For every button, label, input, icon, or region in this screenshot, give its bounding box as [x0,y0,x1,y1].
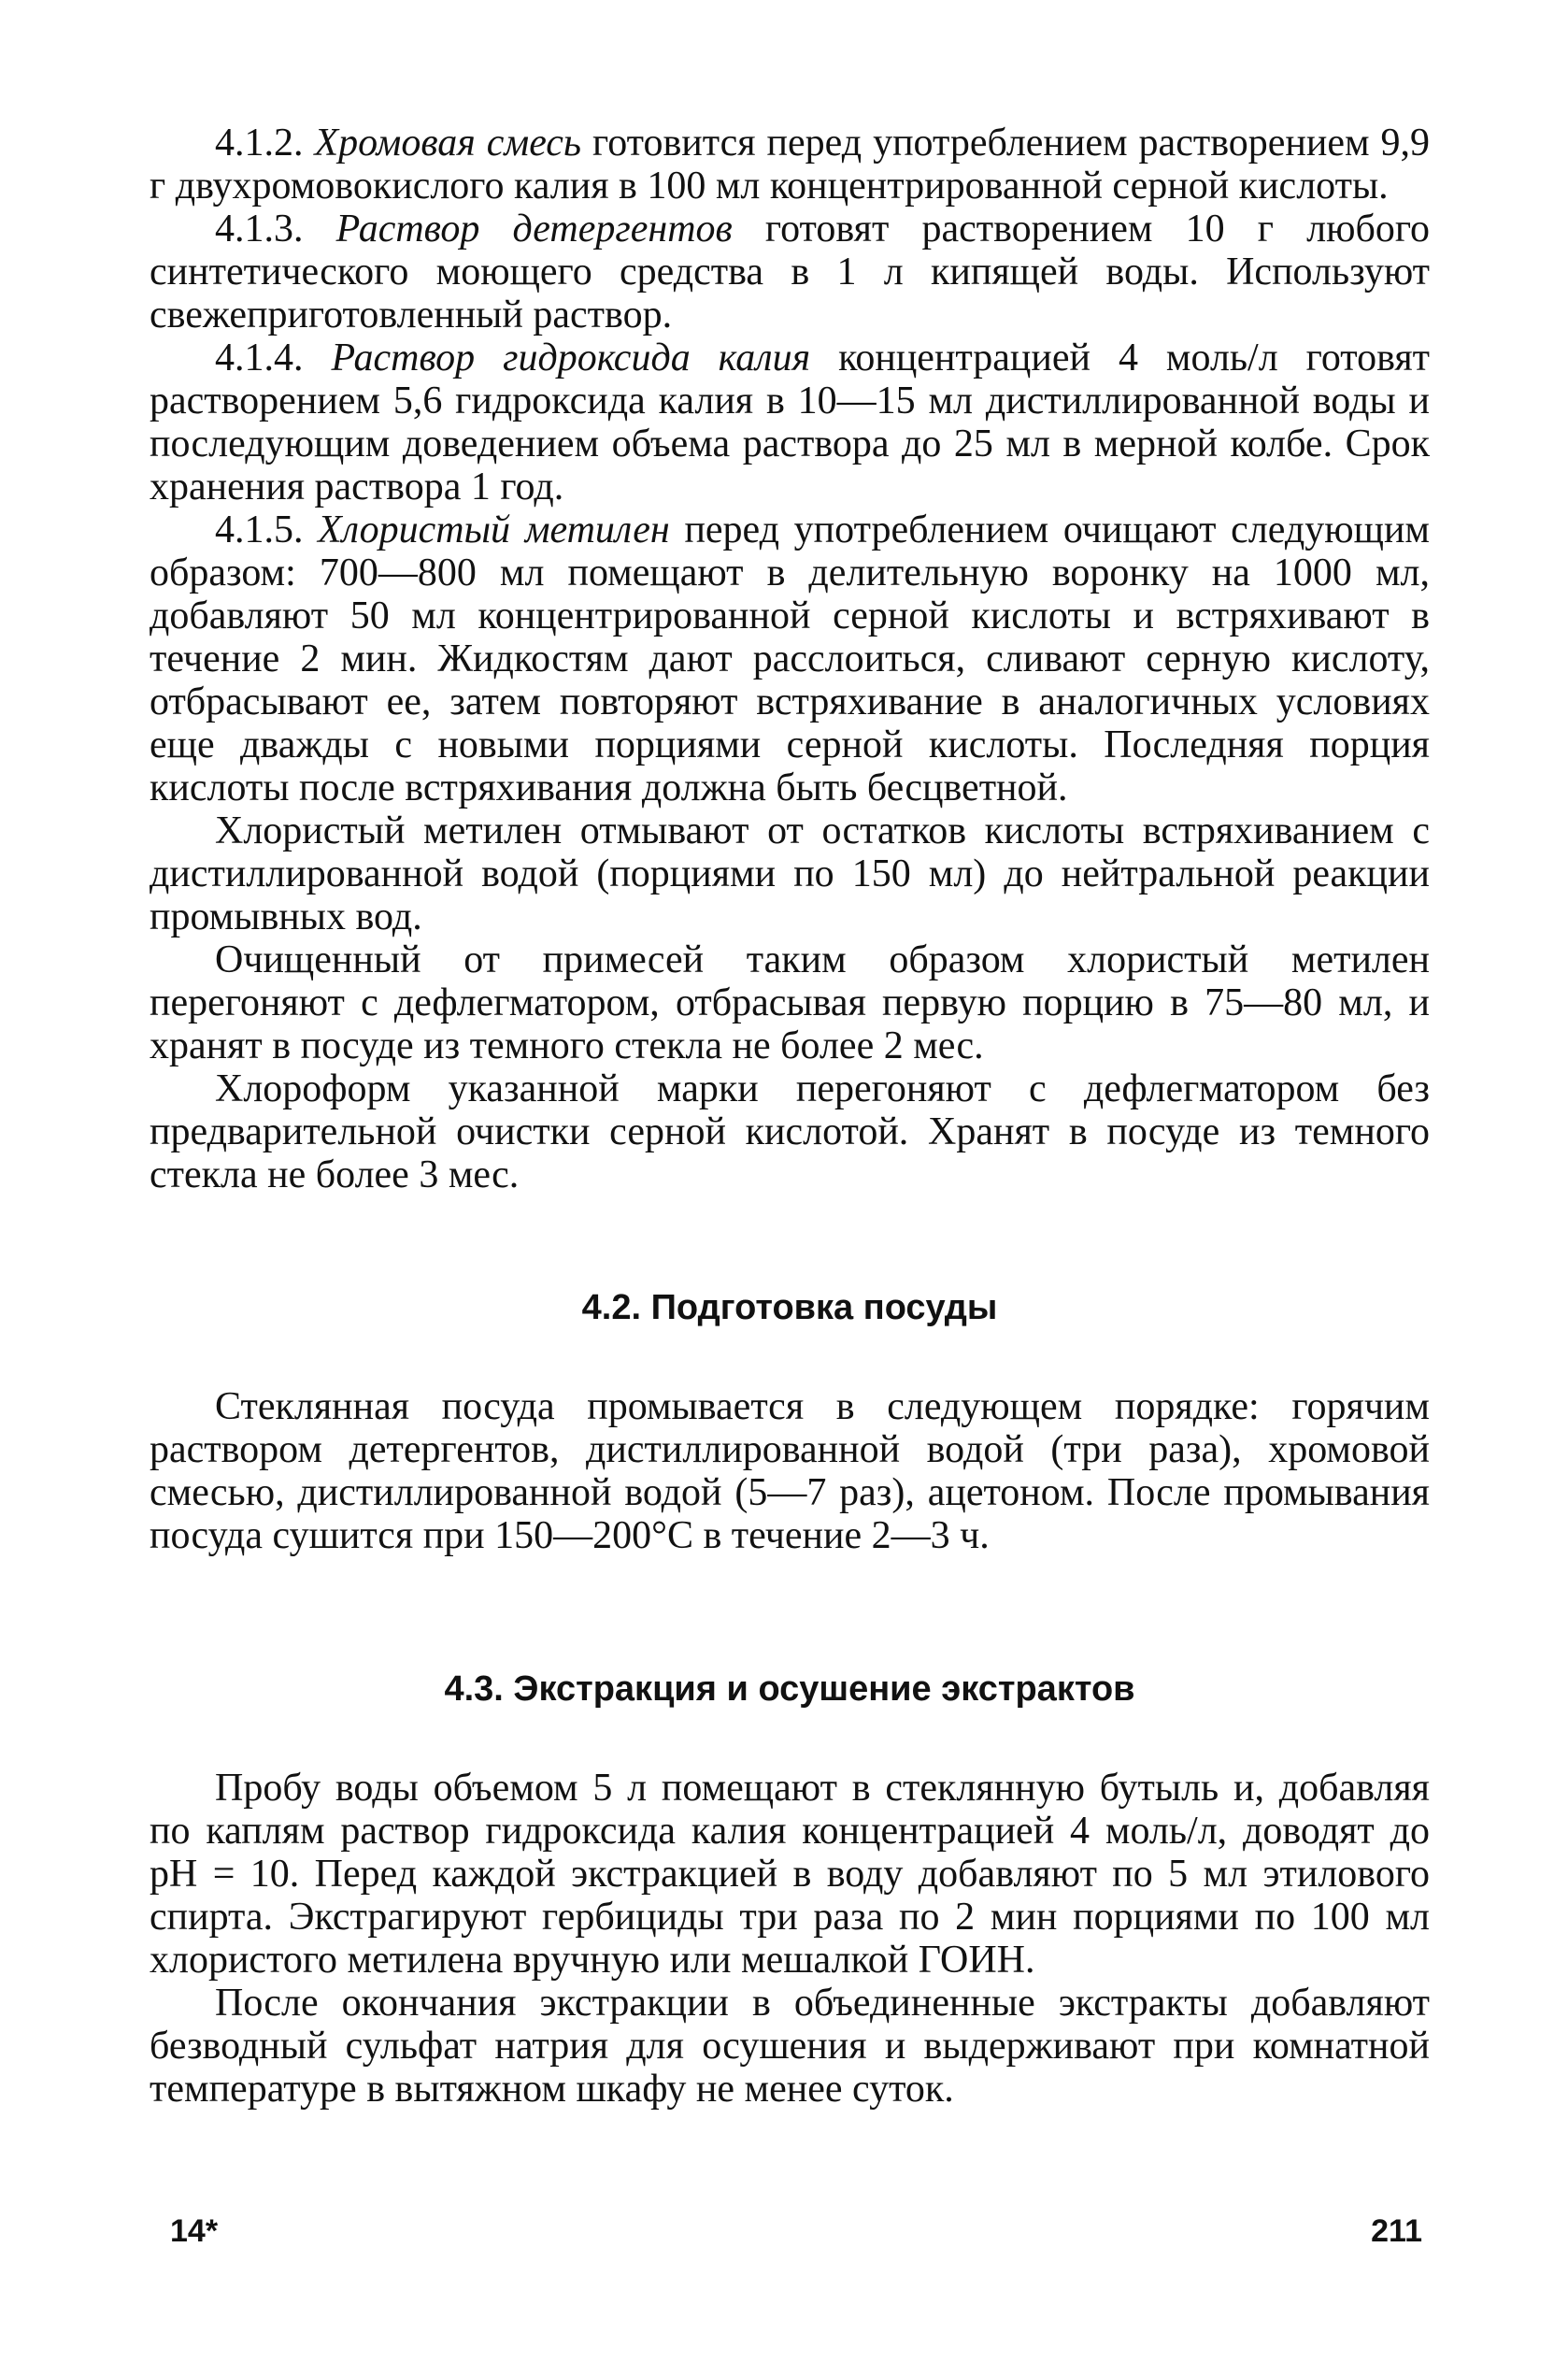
paragraph-chloroform: Хлороформ указанной марки перегоняют с дефлегматором без предварительной очистки серной кислотой. Хранят в посуде из темного стекла не более 3 мес. [150,1067,1430,1196]
term-chromic-mixture: Хромовая смесь [314,122,582,165]
paragraph-text: концентрацией 4 моль/л готовят растворением 5,6 гидроксида калия в 10—15 мл дистиллированной воды и последующим доведением объема раствора до 25 мл в мерной колбе. Срок хранения раствора 1 год. [150,336,1431,508]
section-heading-4-2: 4.2. Подготовка посуды [581,1288,998,1327]
paragraph-4-1-3 [150,208,1430,336]
page-body [150,122,1430,2111]
page-number: 211 [1371,2213,1422,2249]
paragraph-wash: Хлористый метилен отмывают от остатков кислоты встряхиванием с дистиллированной водой (порциями по 150 мл) до нейтральной реакции промывных вод. [150,809,1430,938]
paragraph-number: 4.1.5. [215,508,304,551]
paragraph-number: 4.1.4. [215,336,304,379]
paragraph-text: перед употреблением очищают следующим образом: 700—800 мл помещают в делительную воронку на 1000 мл, добавляют 50 мл концентрированной серной кислоты и встряхивают в течение 2 мин. Жидкостям дают расслоиться, сливают серную кислоту, отбрасывают ее, затем повторяют встряхивание в аналогичных условиях еще дважды с новыми порциями серной кислоты. Последняя порция кислоты после встряхивания должна быть бесцветной. [150,508,1431,809]
term-potassium-hydroxide-solution: Раствор гидроксида калия [331,336,811,379]
paragraph-distill: Очищенный от примесей таким образом хлористый метилен перегоняют с дефлегматором, отбрасывая первую порцию в 75—80 мл, и хранят в посуде из темного стекла не более 2 мес. [150,938,1430,1067]
paragraph-number: 4.1.3. [215,208,304,251]
paragraph-number: 4.1.2. [215,122,304,165]
paragraph-4-1-4 [150,336,1430,508]
section-4-2-text: Стеклянная посуда промывается в следующем порядке: горячим раствором детергентов, дистиллированной водой (три раза), хромовой смесью, дистиллированной водой (5—7 раз), ацетоном. После промывания посуда сушится при 150—200°С в течение 2—3 ч. [150,1385,1430,1557]
paragraph-4-1-5 [150,508,1430,809]
term-detergent-solution: Раствор детергентов [335,208,733,251]
section-4-3-text-2: После окончания экстракции в объединенные экстракты добавляют безводный сульфат натрия для осушения и выдерживают при комнатной температуре в вытяжном шкафу не менее суток. [150,1982,1430,2111]
section-4-3-text-1: Пробу воды объемом 5 л помещают в стеклянную бутыль и, добавляя по каплям раствор гидроксида калия концентрацией 4 моль/л, доводят до pH = 10. Перед каждой экстракцией в воду добавляют по 5 мл этилового спирта. Экстрагируют гербициды три раза по 2 мин порциями по 100 мл хлористого метилена вручную или мешалкой ГОИН. [150,1767,1430,1982]
paragraph-4-1-2 [150,122,1430,208]
signature-mark: 14* [170,2213,219,2249]
section-heading-4-3: 4.3. Экстракция и осушение экстрактов [444,1669,1135,1709]
paragraph-text: готовят растворением 10 г любого синтетического моющего средства в 1 л кипящей воды. Используют свежеприготовленный раствор. [150,208,1431,336]
term-methylene-chloride: Хлористый метилен [318,508,670,551]
paragraph-text: готовится перед употреблением растворением 9,9 г двухромовокислого калия в 100 мл концентрированной серной кислоты. [150,122,1431,208]
